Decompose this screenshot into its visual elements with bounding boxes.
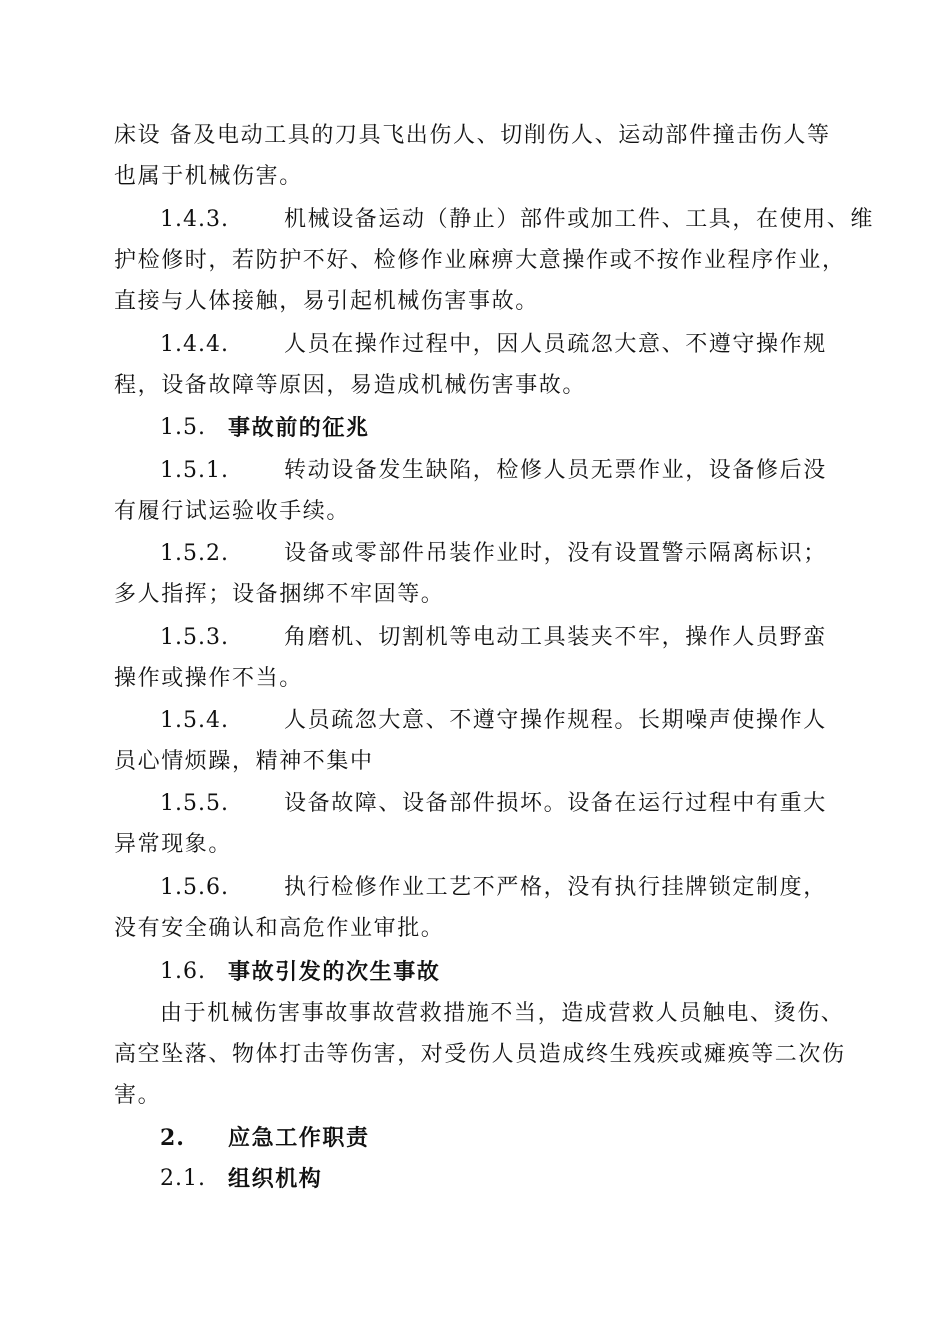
section-number-1-6: 1.6. [160,959,206,984]
section-number-1-4-3: 1.4.3. [160,207,229,232]
section-number-1-5-4: 1.5.4. [160,708,229,733]
paragraph-continuation-line-2: 也属于机械伤害。 [114,164,303,189]
section-number-1-5-2: 1.5.2. [160,541,229,566]
paragraph-1-6-line-2: 高空坠落、物体打击等伤害，对受伤人员造成终生残疾或瘫痪等二次伤 [114,1042,846,1067]
paragraph-1-5-2-line-2: 多人指挥；设备捆绑不牢固等。 [114,582,445,607]
section-number-1-5-1: 1.5.1. [160,458,229,483]
paragraph-1-5-3-line-2: 操作或操作不当。 [114,666,303,691]
section-number-2-1: 2.1. [160,1166,206,1191]
section-number-2: 2. [160,1125,185,1151]
section-number-1-5-5: 1.5.5. [160,791,229,816]
section-heading-1-6: 事故引发的次生事故 [228,959,441,985]
paragraph-1-4-3-line-3: 直接与人体接触，易引起机械伤害事故。 [114,289,539,314]
section-heading-2: 应急工作职责 [228,1125,370,1151]
paragraph-1-4-3-line-2: 护检修时，若防护不好、检修作业麻痹大意操作或不按作业程序作业， [114,248,846,273]
paragraph-1-5-4-line-1: 人员疏忽大意、不遵守操作规程。长期噪声使操作人 [284,708,827,733]
paragraph-1-5-6-line-2: 没有安全确认和高危作业审批。 [114,916,445,941]
section-heading-2-1: 组织机构 [228,1166,323,1192]
paragraph-1-5-5-line-2: 异常现象。 [114,832,233,857]
paragraph-continuation-line-1: 床设 备及电动工具的刀具飞出伤人、切削伤人、运动部件撞击伤人等 [114,123,831,148]
section-number-1-4-4: 1.4.4. [160,332,229,357]
section-number-1-5-3: 1.5.3. [160,625,229,650]
paragraph-1-5-1-line-2: 有履行试运验收手续。 [114,499,351,524]
paragraph-1-5-3-line-1: 角磨机、切割机等电动工具装夹不牢，操作人员野蛮 [284,625,827,650]
paragraph-1-5-2-line-1: 设备或零部件吊装作业时，没有设置警示隔离标识； [284,541,827,566]
paragraph-1-5-6-line-1: 执行检修作业工艺不严格，没有执行挂牌锁定制度， [284,875,827,900]
section-heading-1-5: 事故前的征兆 [228,415,370,441]
section-number-1-5: 1.5. [160,415,206,440]
paragraph-1-5-5-line-1: 设备故障、设备部件损坏。设备在运行过程中有重大 [284,791,827,816]
paragraph-1-6-line-1: 由于机械伤害事故事故营救措施不当，造成营救人员触电、烫伤、 [160,1001,845,1026]
paragraph-1-5-1-line-1: 转动设备发生缺陷，检修人员无票作业，设备修后没 [284,458,827,483]
paragraph-1-6-line-3: 害。 [114,1083,162,1108]
paragraph-1-5-4-line-2: 员心情烦躁，精神不集中 [114,749,374,774]
paragraph-1-4-4-line-1: 人员在操作过程中，因人员疏忽大意、不遵守操作规 [284,332,827,357]
paragraph-1-4-3-line-1: 机械设备运动（静止）部件或加工件、工具，在使用、维 [284,207,875,232]
paragraph-1-4-4-line-2: 程，设备故障等原因，易造成机械伤害事故。 [114,373,587,398]
section-number-1-5-6: 1.5.6. [160,875,229,900]
